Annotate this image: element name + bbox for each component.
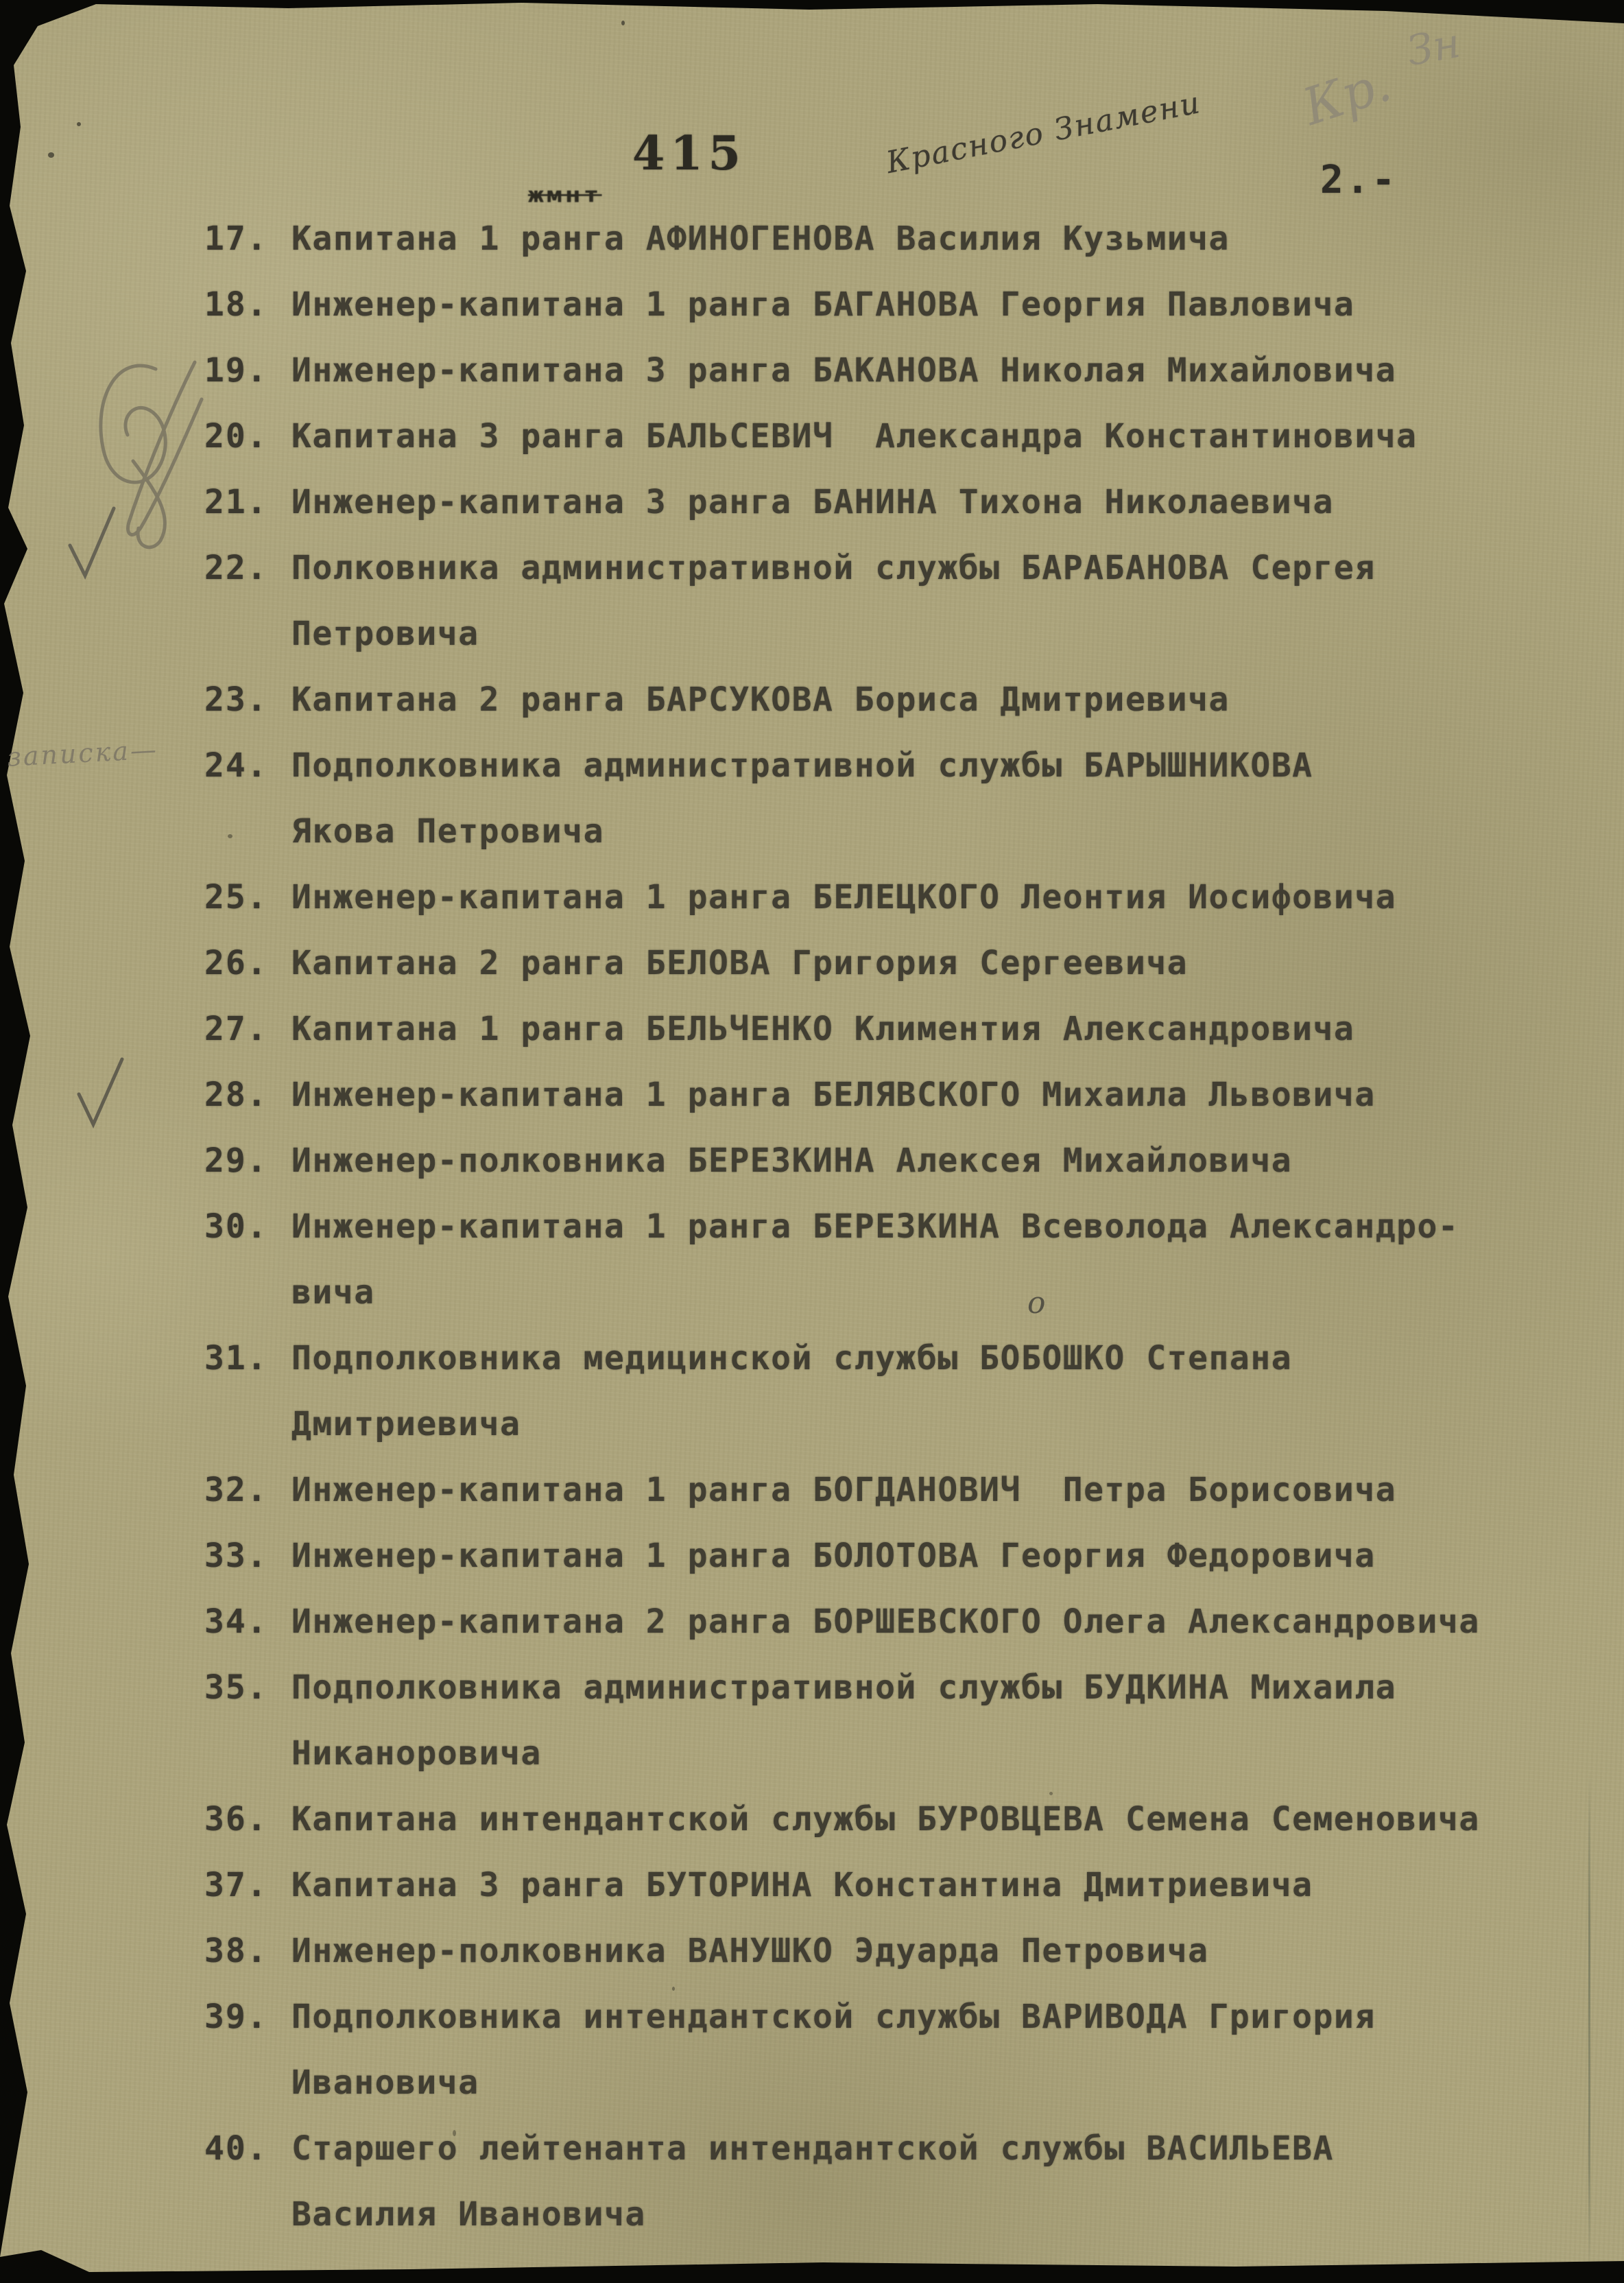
entry-line: Инженер-капитана 1 ранга БЕРЕЗКИНА Всеволода Александро- (291, 1207, 1459, 1246)
entry-line: Инженер-полковника ВАНУШКО Эдуарда Петровича (291, 1932, 1209, 1970)
list-entry (204, 733, 1313, 864)
entry-text (291, 1325, 1292, 1457)
entry-number: 20. (204, 417, 268, 456)
pencil-note-zn: Зн (1403, 19, 1464, 76)
list-entry (204, 272, 1354, 338)
entry-line: Инженер-капитана 2 ранга БОРШЕВСКОГО Олега Александровича (291, 1602, 1480, 1641)
list-entry (204, 1194, 1459, 1325)
entry-text (291, 1062, 1376, 1128)
entry-number: 18. (204, 285, 268, 324)
entry-line: Капитана 2 ранга БАРСУКОВА Бориса Дмитриевича (291, 681, 1230, 719)
entry-line: Подполковника медицинской службы БОБОШКО Степана (291, 1339, 1293, 1377)
entry-number: 19. (204, 351, 268, 390)
list-entry (204, 206, 1230, 272)
entry-text (291, 1655, 1396, 1786)
list-entry (204, 1062, 1376, 1128)
entry-text (291, 535, 1376, 667)
entry-number: 36. (204, 1800, 268, 1838)
entry-number: 39. (204, 1998, 268, 2036)
entry-text (291, 1194, 1459, 1325)
entry-text (291, 1984, 1376, 2116)
entry-number: 26. (204, 944, 268, 982)
entry-line: Инженер-капитана 1 ранга БОГДАНОВИЧ Петра Борисовича (291, 1471, 1397, 1509)
list-entry (204, 1457, 1396, 1523)
entry-text (291, 206, 1230, 272)
paper-crease (1588, 1770, 1590, 2271)
entry-number: 37. (204, 1866, 268, 1904)
struck-out-text: жмнт (528, 182, 602, 207)
entry-text (291, 864, 1396, 930)
entry-line: Капитана 1 ранга БЕЛЬЧЕНКО Климентия Александровича (291, 1010, 1355, 1048)
entry-text (291, 1128, 1292, 1194)
entry-text (291, 1589, 1480, 1655)
entry-text (291, 1457, 1396, 1523)
list-entry (204, 1128, 1292, 1194)
entry-text (291, 930, 1188, 996)
list-entry (204, 1852, 1313, 1918)
entry-number: 24. (204, 746, 268, 785)
list-entry (204, 996, 1354, 1062)
entry-line: Инженер-капитана 1 ранга БЕЛЯВСКОГО Михаила Львовича (291, 1076, 1376, 1114)
list-entry (204, 1984, 1376, 2116)
entry-line: Инженер-полковника БЕРЕЗКИНА Алексея Михайловича (291, 1142, 1293, 1180)
entry-line: Инженер-капитана 3 ранга БАНИНА Тихона Николаевича (291, 483, 1334, 521)
entry-line: Капитана 2 ранга БЕЛОВА Григория Сергеевича (291, 944, 1189, 982)
list-entry (204, 1325, 1292, 1457)
entry-number: 22. (204, 549, 268, 587)
entry-number: 27. (204, 1010, 268, 1048)
entry-line: Ивановича (291, 2063, 479, 2102)
entry-number: 23. (204, 681, 268, 719)
checkmark-entry-22 (66, 504, 125, 580)
page-number: 415 (632, 126, 746, 181)
handwritten-correction-letter: о (1027, 1286, 1046, 1321)
list-entry (204, 1655, 1396, 1786)
margin-pencil-note: записка— (6, 734, 159, 772)
entry-number: 25. (204, 878, 268, 916)
entry-line: Якова Петровича (291, 812, 604, 851)
checkmark-entry-28 (75, 1056, 134, 1128)
entry-line: Инженер-капитана 1 ранга БОЛОТОВА Георгия Федоровича (291, 1537, 1376, 1575)
entry-text (291, 1852, 1313, 1918)
entry-text (291, 403, 1418, 469)
entry-line: Старшего лейтенанта интендантской службы ВАСИЛЬЕВА (291, 2129, 1334, 2168)
entry-number: 38. (204, 1932, 268, 1970)
entry-line: Капитана интендантской службы БУРОВЦЕВА Семена Семеновича (291, 1800, 1480, 1838)
entry-line: Подполковника интендантской службы ВАРИВОДА Григория (291, 1998, 1376, 2036)
entry-line: Полковника административной службы БАРАБАНОВА Сергея (291, 549, 1376, 587)
list-entry (204, 2116, 1334, 2247)
list-entry (204, 1786, 1480, 1852)
entry-line: Дмитриевича (291, 1405, 521, 1443)
entry-line: Подполковника административной службы БУДКИНА Михаила (291, 1668, 1397, 1707)
list-entry (204, 930, 1188, 996)
entry-number: 17. (204, 220, 268, 258)
entry-number: 28. (204, 1076, 268, 1114)
entry-number: 34. (204, 1602, 268, 1641)
entry-line: Инженер-капитана 1 ранга БЕЛЕЦКОГО Леонтия Иосифовича (291, 878, 1397, 916)
entry-text (291, 2116, 1334, 2247)
handwritten-ink-note: Красного Знамени (883, 85, 1204, 181)
paper-speck (48, 152, 54, 158)
entry-number: 40. (204, 2129, 268, 2168)
entry-number: 32. (204, 1471, 268, 1509)
entry-line: Петровича (291, 615, 479, 653)
entry-text (291, 1786, 1480, 1852)
entry-text (291, 733, 1313, 864)
list-entry (204, 535, 1376, 667)
entry-line: Никаноровича (291, 1734, 542, 1773)
entry-text (291, 338, 1396, 403)
entry-line: Капитана 3 ранга БУТОРИНА Константина Дмитриевича (291, 1866, 1313, 1904)
entry-line: Капитана 3 ранга БАЛЬСЕВИЧ Александра Константиновича (291, 417, 1418, 456)
entry-number: 21. (204, 483, 268, 521)
entry-line: Подполковника административной службы БАРЫШНИКОВА (291, 746, 1313, 785)
entry-text (291, 272, 1354, 338)
entry-number: 33. (204, 1537, 268, 1575)
entry-number: 31. (204, 1339, 268, 1377)
entry-text (291, 1918, 1209, 1984)
pencil-note-kr: Кр. (1295, 54, 1398, 137)
entry-line: Капитана 1 ранга АФИНОГЕНОВА Василия Кузьмича (291, 220, 1230, 258)
paper-speck (77, 122, 81, 126)
entry-number: 29. (204, 1142, 268, 1180)
entry-text (291, 469, 1334, 535)
list-entry (204, 864, 1396, 930)
list-entry (204, 403, 1418, 469)
entry-text (291, 1523, 1376, 1589)
list-entry (204, 1523, 1376, 1589)
entry-line: Василия Ивановича (291, 2195, 646, 2234)
list-entry (204, 1918, 1209, 1984)
entry-text (291, 996, 1354, 1062)
list-entry (204, 1589, 1480, 1655)
entry-number: 35. (204, 1668, 268, 1707)
entry-line: Инженер-капитана 1 ранга БАГАНОВА Георгия Павловича (291, 285, 1355, 324)
entry-line: вича (291, 1273, 375, 1312)
list-entry (204, 667, 1230, 733)
list-entry (204, 338, 1396, 403)
entry-number: 30. (204, 1207, 268, 1246)
entry-text (291, 667, 1230, 733)
paper-speck (621, 21, 625, 25)
entry-line: Инженер-капитана 3 ранга БАКАНОВА Николая Михайловича (291, 351, 1397, 390)
list-entry (204, 469, 1334, 535)
sheet-label: 2.- (1320, 158, 1398, 202)
